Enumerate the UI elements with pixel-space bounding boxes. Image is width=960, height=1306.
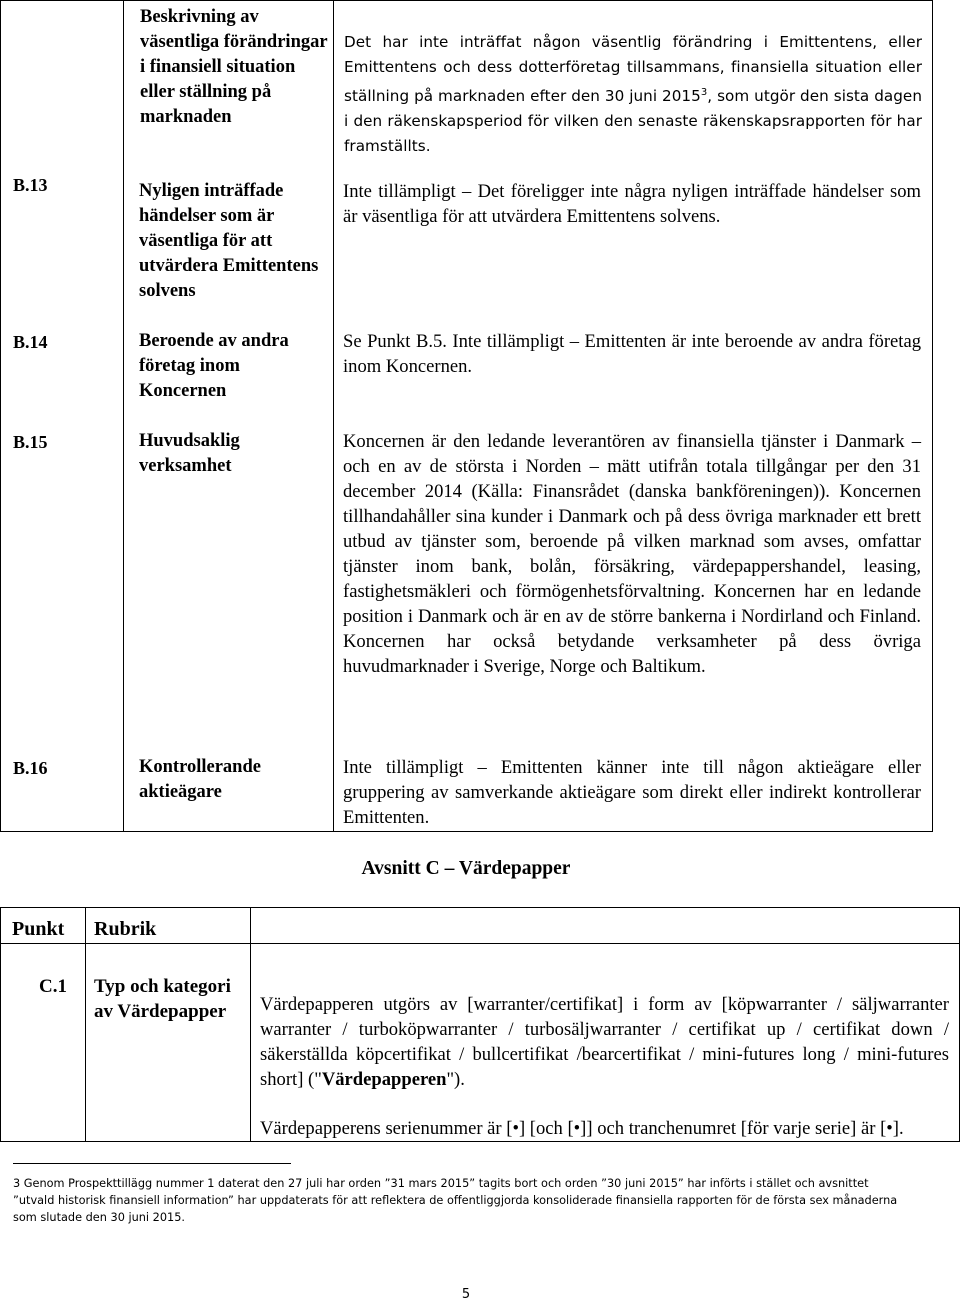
header-cell: [1, 908, 86, 944]
content-text: Det har inte inträffat någon väsentlig förändring i Emittentens, eller Emittentens och dess dotterföretag tillsammans, finansiella situation eller ställning på marknaden efter den 30 juni 2015: [344, 33, 922, 106]
row-heading: Huvudsaklig verksamhet: [139, 431, 240, 476]
header-cell: [86, 908, 251, 944]
row-heading: Beskrivning av väsentliga förändringar i finansiell situation eller ställning på marknaden: [140, 7, 328, 127]
page-number: 5: [461, 1287, 471, 1302]
footnote-divider: [13, 1163, 291, 1164]
content-paragraph: Värdepapperens serienummer är [•] [och [•]] och tranchenumret [för varje serie] är [•].: [260, 1118, 904, 1139]
row-heading: Nyligen inträffade händelser som är väsentliga för att utvärdera Emittentens solvens: [139, 181, 319, 301]
row-number: B.13: [13, 175, 48, 195]
row-heading: Beroende av andra företag inom Koncernen: [139, 331, 289, 401]
column-header-rubrik: Rubrik: [94, 918, 157, 940]
heading-cell: [86, 944, 251, 1142]
number-cell: [1, 944, 86, 1142]
content-text: ").: [446, 1069, 465, 1090]
row-content: Inte tillämpligt – Emittenten känner inte till någon aktieägare eller gruppering av samverkande aktieägare som direkt eller indirekt kontrollerar Emittenten.: [343, 757, 921, 828]
row-content: Inte tillämpligt – Det föreligger inte några nyligen inträffade händelser som är väsentliga för att utvärdera Emittentens solvens.: [343, 181, 921, 227]
row-heading: Kontrollerande aktieägare: [139, 757, 261, 802]
row-heading: Typ och kategori av Värdepapper: [94, 976, 231, 1022]
table-header-row: [1, 908, 960, 944]
content-text: Värdepapperen utgörs av [warranter/certifikat] i form av [köpwarranter / säljwarranter warranter / turboköpwarranter / turbosäljwarranter / certifikat up / certifikat down / säkerställda köpcertifikat / bullcertifikat /bearcertifikat / mini-futures long / mini-futures short] (": [260, 994, 949, 1090]
footnote-ref: 3: [700, 87, 708, 98]
footnote: 3 Genom Prospekttillägg nummer 1 daterat den 27 juli har orden ”31 mars 2015” tagits bort och orden ”30 juni 2015” har införts i stället och avsnittet ”utvald historisk finansiell information” har uppdaterats för att reflektera de offentliggjorda konsoliderade finansiella rapporten för de första sex månaderna som slutade den 30 juni 2015.: [13, 1177, 898, 1224]
table-row: [1, 944, 960, 1142]
content-cell: [251, 944, 960, 1142]
section-c-table: [0, 907, 960, 1142]
content-text: , som utgör den sista dagen i den räkenskapsperiod för vilken den senaste räkenskapsrapporten för har framställts.: [344, 87, 922, 156]
content-paragraph: [251, 944, 959, 1092]
row-number: B.15: [13, 432, 48, 452]
column-header-punkt: Punkt: [12, 918, 65, 940]
defined-term: Värdepapperen: [321, 1069, 447, 1090]
row-content: Se Punkt B.5. Inte tillämpligt – Emittenten är inte beroende av andra företag inom Koncernen.: [343, 331, 921, 377]
header-cell: [251, 908, 960, 944]
section-title: Avsnitt C – Värdepapper: [361, 858, 571, 879]
row-number: B.14: [13, 332, 48, 352]
row-content: Koncernen är den ledande leverantören av finansiella tjänster i Danmark – och en av de största i Norden – mätt utifrån totala tillgångar per den 31 december 2014 (Källa: Finansrådet (danska bankföreningen)). Koncernen tillhandahåller sina kunder i Danmark och på dess övriga marknader ett brett utbud av tjänster som, beroende på vilken marknad som avses, omfattar tjänster inom bank, bolån, försäkring, värdepappershandel, leasing, fastighetsmäkleri och förmögenhetsförvaltning. Koncernen har en ledande position i Danmark och är en av de större bankerna i Nordirland och Finland. Koncernen har också betydande verksamheter på dess övriga huvudmarknader i Sverige, Norge och Baltikum.: [343, 431, 921, 677]
row-number: C.1: [39, 976, 67, 997]
row-number: B.16: [13, 758, 48, 778]
